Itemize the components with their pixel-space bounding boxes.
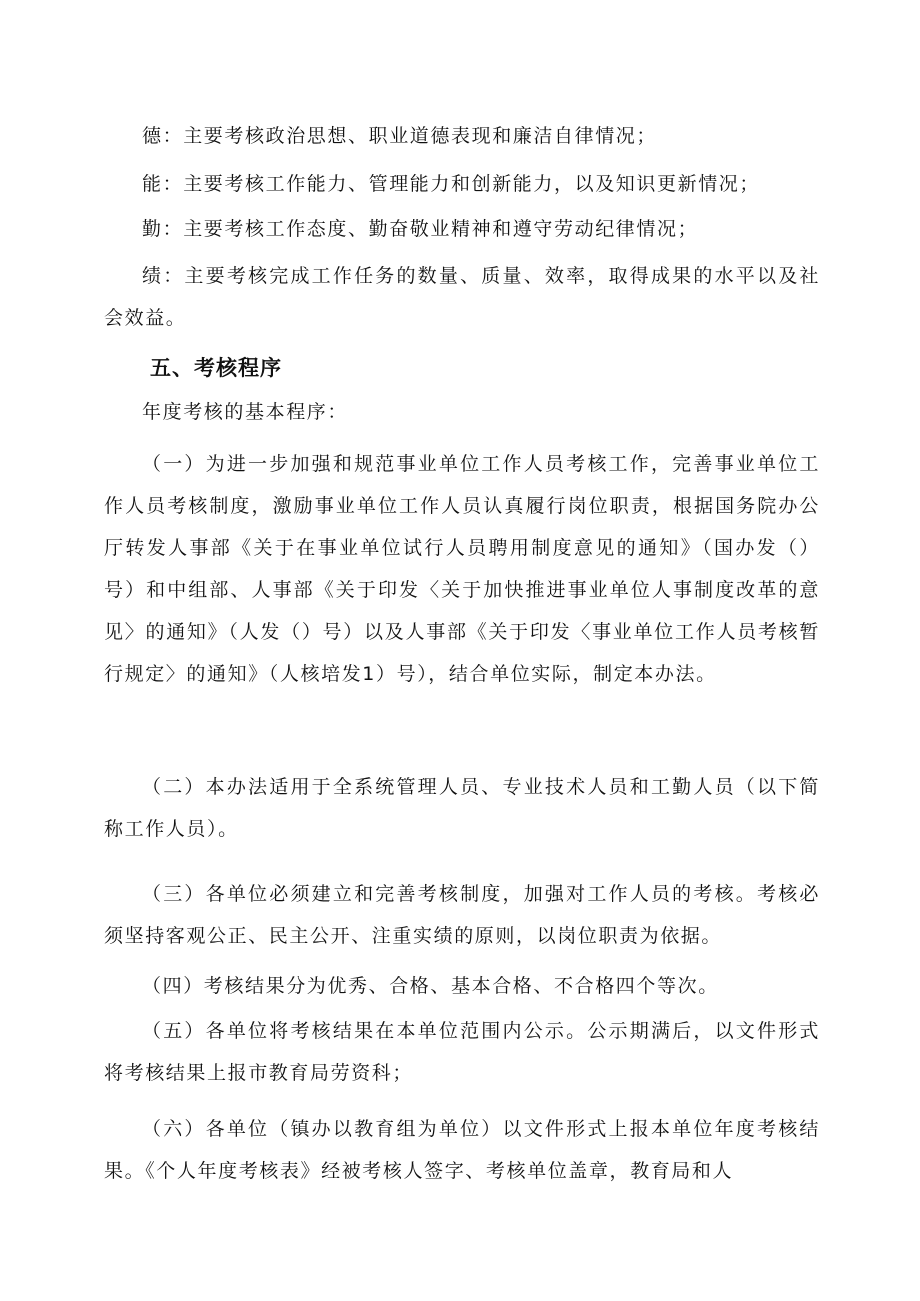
step-5: （五）各单位将考核结果在本单位范围内公示。公示期满后，以文件形式将考核结果上报市教育局劳资科；: [104, 1020, 820, 1084]
criterion-neng: 能：主要考核工作能力、管理能力和创新能力，以及知识更新情况；: [142, 173, 761, 195]
step-3: （三）各单位必须建立和完善考核制度，加强对工作人员的考核。考核必须坚持客观公正、民主公开、注重实绩的原则，以岗位职责为依据。: [104, 883, 820, 947]
procedure-intro: 年度考核的基本程序：: [142, 401, 349, 423]
criterion-de: 德：主要考核政治思想、职业道德表现和廉洁自律情况；: [142, 125, 658, 147]
section-heading: 五、考核程序: [150, 356, 282, 380]
criterion-ji: 绩：主要考核完成工作任务的数量、质量、效率，取得成果的水平以及社会效益。: [104, 265, 820, 329]
criterion-qin: 勤：主要考核工作态度、勤奋敬业精神和遵守劳动纪律情况；: [142, 218, 699, 240]
step-1: （一）为进一步加强和规范事业单位工作人员考核工作，完善事业单位工作人员考核制度，激励事业单位工作人员认真履行岗位职责，根据国务院办公厅转发人事部《关于在事业单位试行人员聘用制度意见的通知》（国办发（）号）和中组部、人事部《关于印发〈关于加快推进事业单位人事制度改革的意见〉的通知》（人发（）号）以及人事部《关于印发〈事业单位工作人员考核暂行规定〉的通知》（人核培发1）号），结合单位实际，制定本办法。: [104, 453, 820, 685]
step-4: （四）考核结果分为优秀、合格、基本合格、不合格四个等次。: [142, 975, 719, 997]
step-6: （六）各单位（镇办以教育组为单位）以文件形式上报本单位年度考核结果。《个人年度考核表》经被考核人签字、考核单位盖章，教育局和人: [104, 1118, 820, 1182]
step-2: （二）本办法适用于全系统管理人员、专业技术人员和工勤人员（以下简称工作人员）。: [104, 776, 820, 840]
